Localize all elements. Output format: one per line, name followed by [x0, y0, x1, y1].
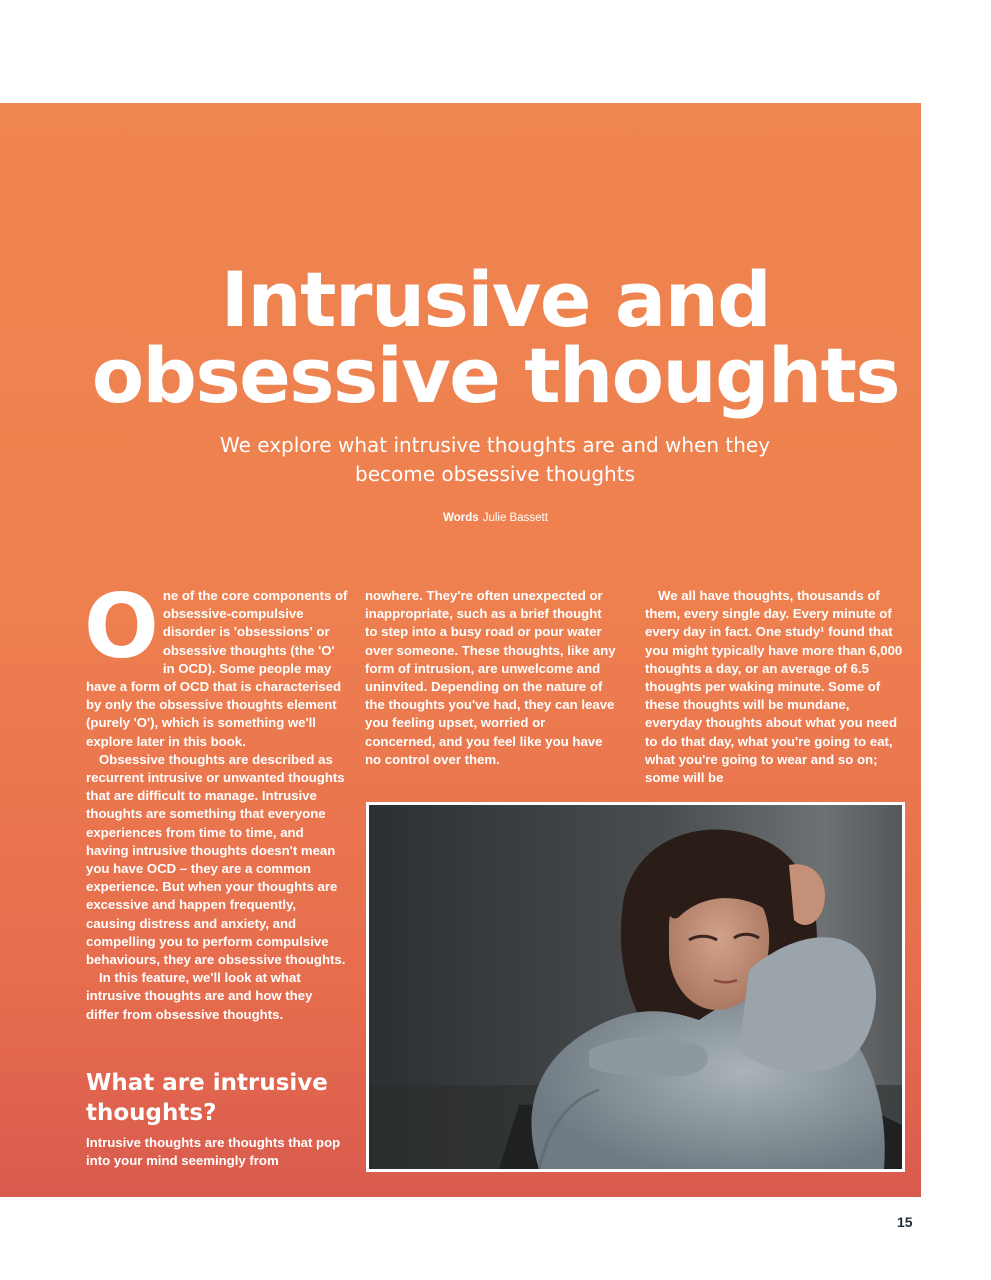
paragraph-intrusive-examples: nowhere. They're often unexpected or inappropriate, such as a brief thought to step into a busy road or pour water over someone. These thoughts, like any form of intrusion, are unwelcome and uninvited. Depending on the nature of the thoughts you've had, they can leave you feeling upset, worried or concerned, and you feel like you have no control over them.	[365, 588, 616, 767]
page-number: 15	[897, 1214, 913, 1230]
article-subtitle: We explore what intrusive thoughts are and when they become obsessive thoughts	[219, 433, 771, 486]
paragraph-feature-overview: In this feature, we'll look at what intrusive thoughts are and how they differ from obsessive thoughts.	[86, 970, 313, 1022]
text-column-2	[365, 587, 617, 769]
intro-text: ne of the core components of obsessive-compulsive disorder is 'obsessions' or obsessive thoughts (the 'O' in OCD). Some people may have a form of OCD that is characterised by only the obsessive thoughts element (purely 'O'), which is something we'll explore later in this book.	[86, 588, 348, 749]
text-column-1	[84, 575, 348, 1024]
text-column-1-continued	[86, 1134, 348, 1170]
byline-label: Words	[443, 512, 479, 524]
title-line-1: Intrusive and	[220, 255, 771, 344]
byline	[0, 512, 991, 524]
section-heading: What are intrusive thoughts?	[86, 1070, 328, 1126]
woman-hugging-knees-illustration	[369, 805, 902, 1169]
title-line-2: obsessive thoughts	[91, 331, 900, 420]
article-title	[0, 255, 991, 420]
woman-photo	[366, 802, 905, 1172]
paragraph-obsessive-thoughts: Obsessive thoughts are described as recurrent intrusive or unwanted thoughts that are difficult to manage. Intrusive thoughts are something that everyone experiences from time to time, and having intrusive thoughts doesn't mean you have OCD – they are a common experience. But when your thoughts are excessive and happen frequently, causing distress and anxiety, and compelling you to perform compulsive behaviours, they are obsessive thoughts.	[86, 751, 346, 968]
paragraph-thousands-of-thoughts: We all have thoughts, thousands of them, every single day. Every minute of every day in fact. One study¹ found that you might typically have more than 6,000 thoughts a day, or an average of 6.5 thoughts per waking minute. Some of these thoughts will be mundane, everyday thoughts about what you need to do that day, what you're going to eat, what you're going to wear and so on; some will be	[645, 588, 903, 786]
text-column-3	[645, 587, 903, 787]
intro-paragraph	[84, 575, 348, 751]
byline-author: Julie Bassett	[482, 512, 548, 524]
paragraph-intrusive-definition: Intrusive thoughts are thoughts that pop into your mind seemingly from	[86, 1135, 341, 1169]
drop-cap: O	[84, 575, 159, 678]
